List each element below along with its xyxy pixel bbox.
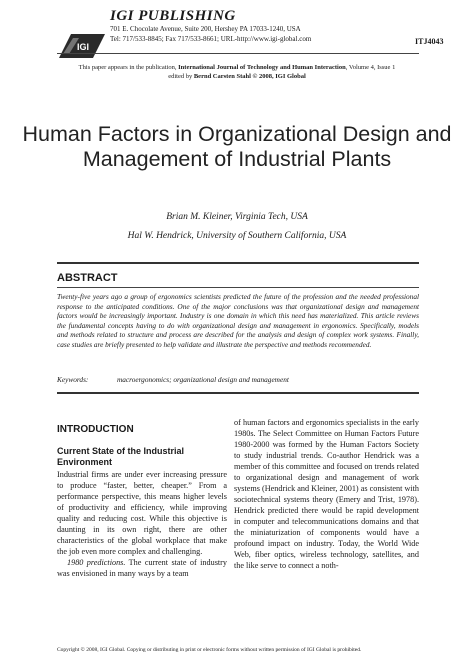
abstract-heading-rule bbox=[57, 287, 419, 288]
paragraph: of human factors and ergonomics specialists in the early 1980s. The Select Committee on Human Factors Future 1980-2000 was formed by the Human Factors Society to study industrial trends. Co-author Hendrick was a member of this committee and focused on trends related to organizational design and management of work systems (Hendrick and Kleiner, 2001) as consistent with sociotechnical systems theory (Emery and Trist, 1978). Hendrick predicted there would be rapid development in computer and telecommunications domains and that the miniaturization of components would have a profound impact on industry. Today, the World Wide Web, fiber optics, wireless technology, satellites, and the like serve to connect a noth- bbox=[234, 418, 419, 570]
paper-title: Human Factors in Organizational Design and Management of Industrial Plants bbox=[22, 122, 452, 171]
igi-logo bbox=[57, 30, 107, 60]
header-divider bbox=[57, 53, 419, 54]
abstract-heading: ABSTRACT bbox=[57, 272, 118, 284]
publisher-brand: IGI PUBLISHING bbox=[110, 8, 236, 24]
abstract-text: Twenty-five years ago a group of ergonomics scientists predicted the future of the profession and the needed professional response to the anticipated conditions. One of the major conclusions was that organizational design and management factors would be increasingly important. Industry is one domain in which this need has materialized. This article reviews the fundamental concepts having to do with organizational design and management in ergonomics. Specifically, models and methods related to structure and process are described for the analysis and design of complex work systems. Finally, case studies are briefly presented to help validate and illustrate the perspective and methods recommended. bbox=[57, 292, 419, 349]
keywords-label: Keywords: bbox=[57, 375, 89, 384]
author-line: Brian M. Kleiner, Virginia Tech, USA bbox=[166, 212, 308, 222]
publication-note: This paper appears in the publication, International Journal of Technology and Human Interaction, Volume 4, Issue 1 bbox=[78, 64, 396, 71]
publication-editor-note: edited by Bernd Carsten Stahl © 2008, IGI Global bbox=[168, 73, 306, 80]
subsection-heading: Current State of the Industrial Environment bbox=[57, 446, 185, 467]
paragraph: 1980 predictions. The current state of industry was envisioned in many ways by a team bbox=[57, 558, 227, 578]
abstract-bottom-rule bbox=[57, 392, 419, 394]
copyright-footer: Copyright © 2008, IGI Global. Copying or distributing in print or electronic forms without written permission of IGI Global is prohibited. bbox=[57, 647, 362, 653]
logo-text: IGI bbox=[76, 42, 90, 52]
section-heading-introduction: INTRODUCTION bbox=[57, 424, 134, 435]
abstract-top-rule bbox=[57, 262, 419, 264]
keywords-list: macroergonomics; organizational design and management bbox=[117, 375, 289, 384]
publisher-contact: Tel: 717/533-8845; Fax 717/533-8661; URL-http://www.igi-global.com bbox=[110, 35, 312, 43]
publisher-address: 701 E. Chocolate Avenue, Suite 200, Hershey PA 17033-1240, USA bbox=[110, 25, 301, 33]
paragraph: Industrial firms are under ever increasing pressure to produce “faster, better, cheaper.” From a performance perspective, this means higher levels of productivity and efficiency, while improving quality and reducing cost. While this objective is daunting in its own right, there are other characteristics of the global workplace that make the job even more complex and challenging. bbox=[57, 470, 227, 556]
right-column-text bbox=[234, 417, 419, 571]
left-column-text bbox=[57, 469, 227, 579]
author-line: Hal W. Hendrick, University of Southern California, USA bbox=[127, 231, 347, 241]
keywords bbox=[57, 375, 419, 384]
article-code: ITJ4043 bbox=[415, 37, 444, 46]
